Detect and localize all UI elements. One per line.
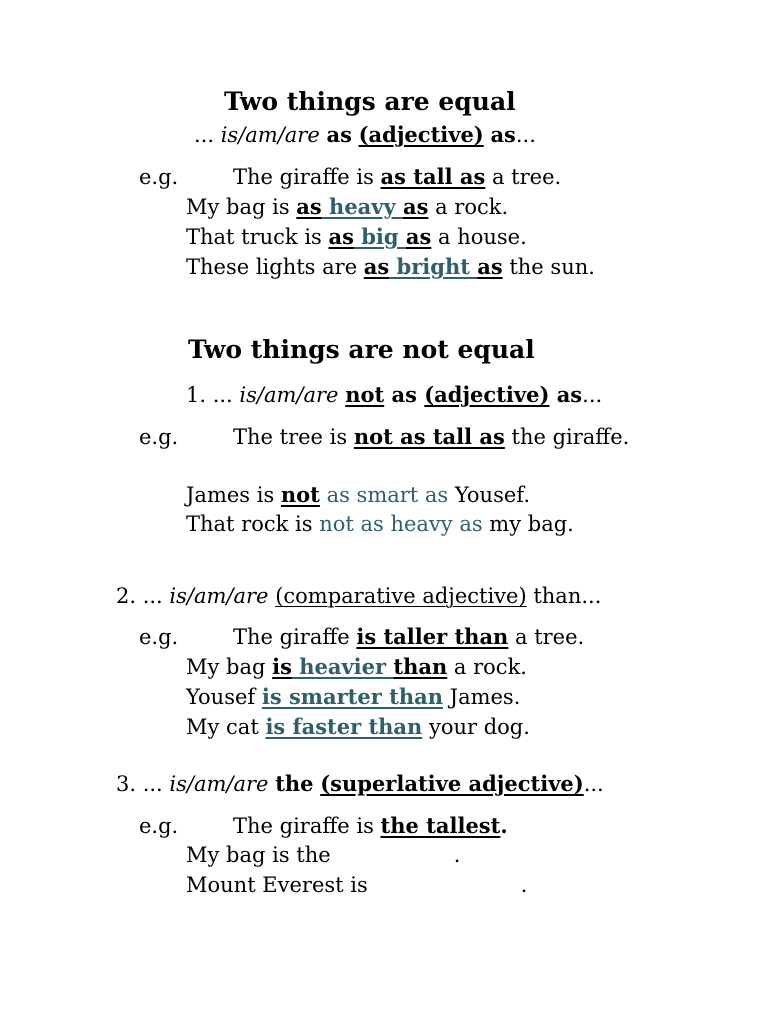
- example-rule3-1: e.g. The giraffe is the tallest.: [139, 813, 508, 838]
- rule-1: 1. ... is/am/are not as (adjective) as...: [186, 382, 603, 407]
- example-rule1-1: e.g. The tree is not as tall as the giraffe.: [139, 424, 630, 449]
- example-equal-4: These lights are as bright as the sun.: [186, 254, 595, 279]
- title-two-things-equal: Two things are equal: [224, 87, 516, 116]
- example-rule2-2: My bag is heavier than a rock.: [186, 654, 527, 679]
- example-rule1-3: That rock is not as heavy as my bag.: [186, 512, 574, 536]
- example-equal-2: My bag is as heavy as a rock.: [186, 194, 509, 219]
- rule-3: 3. ... is/am/are the (superlative adjective)...: [116, 771, 604, 796]
- example-rule3-3: Mount Everest is .: [186, 873, 528, 897]
- example-rule1-2: James is not as smart as Yousef.: [186, 482, 530, 507]
- example-equal-3: That truck is as big as a house.: [186, 224, 527, 249]
- title-two-things-not-equal: Two things are not equal: [188, 335, 535, 364]
- example-rule2-1: e.g. The giraffe is taller than a tree.: [139, 624, 585, 649]
- example-rule2-3: Yousef is smarter than James.: [186, 684, 521, 709]
- example-equal-1: e.g. The giraffe is as tall as a tree.: [139, 164, 562, 189]
- example-rule2-4: My cat is faster than your dog.: [186, 714, 530, 739]
- example-rule3-2: My bag is the .: [186, 843, 461, 867]
- rule-2: 2. ... is/am/are (comparative adjective) than...: [116, 584, 602, 608]
- formula-equal: ... is/am/are as (adjective) as...: [194, 122, 536, 147]
